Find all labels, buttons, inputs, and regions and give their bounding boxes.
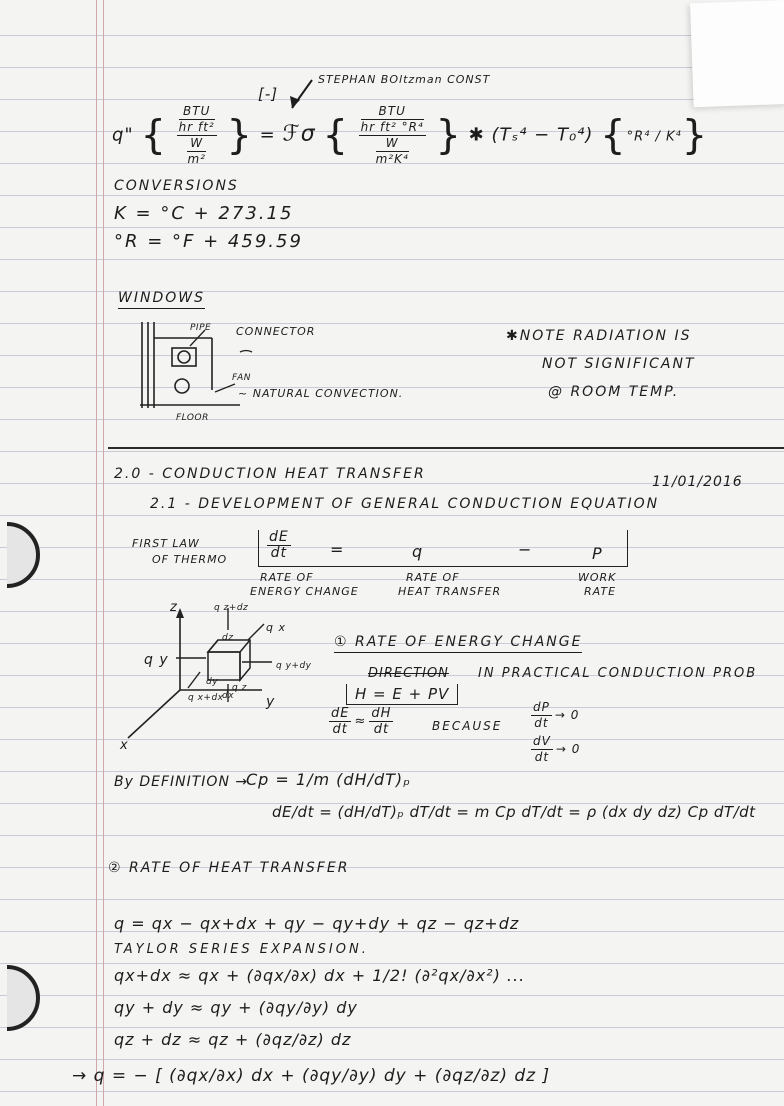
section-date: 11/01/2016 [652, 474, 743, 490]
by-definition: By DEFINITION → [114, 774, 249, 790]
caption-energy: ENERGY CHANGE [250, 585, 359, 598]
windows-heading: WINDOWS [118, 288, 205, 309]
first-law-equation: $\frac{dE}{dt}$ [269, 529, 289, 561]
f-sigma: ℱσ [282, 121, 316, 147]
caption-work: RATE [584, 585, 617, 598]
final-heat-equation: → q = − [ (∂qx/∂x) dx + (∂qy/∂y) dy + (∂qz/∂z) dz ] [72, 1066, 551, 1086]
net-heat-equation: q = qx − qx+dx + qy − qy+dy + qz − qz+dz [114, 914, 520, 933]
floor-label: FLOOR [176, 413, 209, 423]
rankine-conversion: °R = °F + 459.59 [114, 231, 303, 252]
pipe-label: PIPE [190, 323, 212, 333]
conversions-heading: CONVERSIONS [114, 178, 239, 194]
q-flux: q" [112, 124, 134, 146]
units-bottom: $\frac{W}{\text{m²}}$ [187, 136, 206, 166]
because: BECAUSE [432, 719, 503, 733]
de-approx: $\frac{dE}{dt}$ ≈ $\frac{dH}{dt}$ [331, 706, 392, 737]
energy-change-heading: ① RATE OF ENERGY CHANGE [334, 632, 582, 653]
radiation-equation: q" { $\frac{\frac{\text{BTU}}{\text{hr ft²}}}{\frac{W}{\text{m²}}}$ } = ℱσ { $\frac{\frac{\text{BTU}}{\text{hr ft² °R⁴}}}{\frac{W}{\text{m²K⁴}}}$ } ✱ (Tₛ⁴ − T₀⁴) {°R⁴ / K⁴} [112, 104, 709, 166]
connector-label: CONNECTOR [236, 325, 316, 338]
notebook-page: STEPHAN BOltzman CONST [-] q" { $\frac{\frac{\text{BTU}}{\text{hr ft²}}}{\frac{W}{\text{m²}}}$ } = ℱσ { $\frac{\frac{\text{BTU}}{\text{hr ft² °R⁴}}}{\frac{W}{\text{m²K⁴}}}$ } ✱ (Tₛ⁴ − T₀⁴) {°R⁴ / K⁴} CONVERSIONS K = °C + 273.15 °R = °F + 459.59 WINDOWS PIPE CONNECTOR FAN ~ NATURAL CONVECTION. FLOOR ✱NOTE RADIATION IS NOT SIGNIFICANT @ ROOM TEMP. 2.0 - CONDUCTION HEAT TRANSFER 11/01/2016 2.1 - DEVELOPMENT OF GENERAL CONDUCTION EQUATION FIRST LAW OF THERMO $\frac{dE}{dt}$ = q − P RATE OF ENERGY CHANGE RATE OF HEAT TRANSFER WORK RATE z y x q z+dz q x q y q y+dy q z q x+dx dz dy dx ① RATE OF ENERGY CHANGE DIRECTION IN PRACTICAL CONDUCTION PROB H = E + PV $\frac{dE}{dt}$ ≈ $\frac{dH}{dt}$ BECAUSE $\frac{dP}{dt}$ → 0 $\frac{dV}{dt}$ → 0 By DEFINITION → Cp = 1/m (dH/dT)ₚ dE/dt = (dH/dT)ₚ dT/dt = m Cp dT/dt = ρ (dx dy dz) Cp dT/dt ② RATE OF HEAT TRANSFER q = qx − qx+dx + qy − qy+dy + qz − qz+dz TAYLOR SERIES EXPANSION. qx+dx ≈ qx + (∂qx/∂x) dx + 1/2! (∂²qx/∂x²) ... qy + dy ≈ qy + (∂qy/∂y) dy qz + dz ≈ qz + (∂qz/∂z) dz → q = − [ (∂qx/∂x) dx + (∂qy/∂y) dy + (∂qz/∂z) dz ] [0, 0, 784, 1106]
temperature-term: (Tₛ⁴ − T₀⁴) [491, 124, 594, 146]
taylor-heading: TAYLOR SERIES EXPANSION. [114, 942, 369, 957]
dp-dt: $\frac{dP}{dt}$ → 0 [533, 700, 580, 730]
section-subtitle: 2.1 - DEVELOPMENT OF GENERAL CONDUCTION EQUATION [150, 496, 660, 512]
kelvin-conversion: K = °C + 273.15 [114, 203, 294, 224]
dv-dt: $\frac{dV}{dt}$ → 0 [533, 734, 581, 764]
caption-work: WORK [578, 571, 617, 584]
caption-heat: HEAT TRANSFER [398, 585, 502, 598]
struck-word: DIRECTION [368, 666, 449, 681]
natural-convection-label: ~ NATURAL CONVECTION. [238, 387, 404, 400]
qx-expansion: qx+dx ≈ qx + (∂qx/∂x) dx + 1/2! (∂²qx/∂x²) ... [114, 966, 526, 985]
units-top: $\frac{\text{BTU}}{\text{hr ft²}}$ [178, 104, 215, 134]
practical-problems: IN PRACTICAL CONDUCTION PROB [478, 666, 758, 681]
first-law-label: FIRST LAW [132, 537, 200, 550]
stefan-boltzmann-note: STEPHAN BOltzman CONST [318, 73, 491, 86]
qy-expansion: qy + dy ≈ qy + (∂qy/∂y) dy [114, 998, 358, 1017]
cp-definition: Cp = 1/m (dH/dT)ₚ [246, 770, 411, 789]
qz-expansion: qz + dz ≈ qz + (∂qz/∂z) dz [114, 1030, 352, 1049]
radiation-note: NOT SIGNIFICANT [542, 356, 696, 372]
heat-transfer-heading: ② RATE OF HEAT TRANSFER [108, 860, 350, 876]
radiation-note: @ ROOM TEMP. [548, 384, 680, 400]
radiation-note: ✱NOTE RADIATION IS [506, 328, 692, 344]
first-law-label: OF THERMO [152, 553, 228, 566]
energy-rate-expansion: dE/dt = (dH/dT)ₚ dT/dt = m Cp dT/dt = ρ (dx dy dz) Cp dT/dt [272, 803, 756, 821]
enthalpy-definition: H = E + PV [346, 684, 458, 705]
fan-label: FAN [232, 373, 252, 383]
dimensionless-note: [-] [258, 85, 279, 103]
caption-heat: RATE OF [406, 571, 460, 584]
caption-energy: RATE OF [260, 571, 314, 584]
section-title: 2.0 - CONDUCTION HEAT TRANSFER [114, 466, 426, 482]
